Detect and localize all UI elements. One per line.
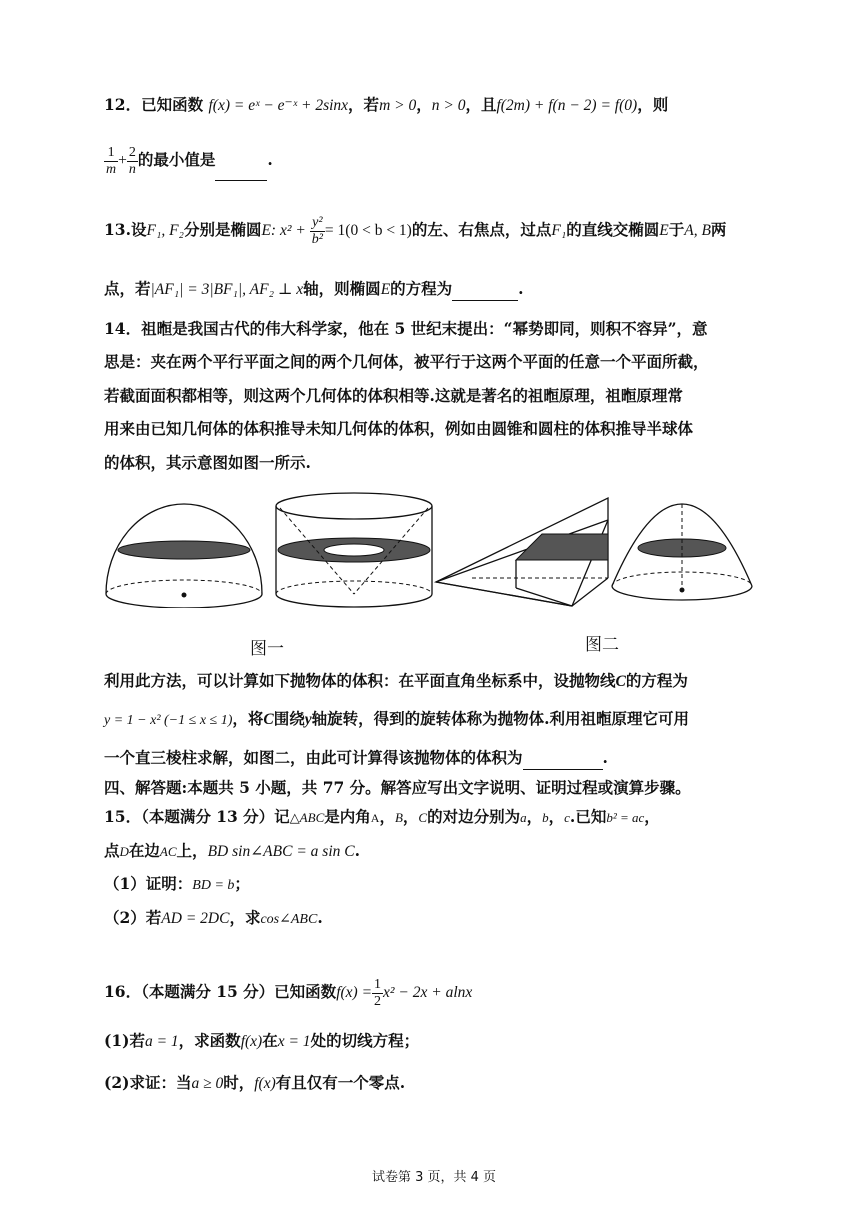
- q12-line2: $\frac{1}{m}$ + $\frac{2}{n}$ 的最小值是 .: [104, 140, 273, 181]
- figure-triangular-prism: [432, 494, 612, 612]
- q14-line6: 利用此方法，可以计算如下抛物体的体积：在平面直角坐标系中，设抛物线C的方程为: [104, 671, 688, 690]
- q14-line7: y = 1 − x² (−1 ≤ x ≤ 1)，将C围绕y轴旋转，得到的旋转体称为抛物体.利用祖暅原理它可用: [104, 709, 690, 728]
- q16-part2: (2)求证：当a ≥ 0时，f(x)有且仅有一个零点.: [104, 1073, 406, 1092]
- fraction-2-over-n: $\frac{2}{n}$: [128, 144, 136, 177]
- answer-blank[interactable]: [523, 747, 603, 770]
- fraction-y2-b2: $\frac{\text{y²}}{\text{b²}}$: [311, 214, 323, 247]
- q15-part1: （1）证明：BD = b；: [104, 874, 250, 893]
- q16-line1: 16．（本题满分 15 分）已知函数f(x) = $\frac{1}{2}$ x² − 2x + alnx: [104, 976, 473, 1009]
- figure-1-label: 图一: [250, 639, 284, 659]
- q14-line1: 14．祖暅是我国古代的伟大科学家，他在 5 世纪末提出：“幂势即同，则积不容异”，意: [104, 319, 708, 338]
- figure-2-label: 图二: [585, 635, 619, 655]
- q12-function: f(x) = eˣ − e⁻ˣ + 2sinx: [208, 97, 349, 114]
- figure-cylinder-cone: [274, 490, 434, 612]
- q13-line2: 点，若|AF₁| = 3|BF₁|, AF₂ ⊥ x轴，则椭圆E的方程为 .: [104, 278, 524, 301]
- figure-paraboloid: [610, 492, 754, 612]
- section-4-heading: 四、解答题:本题共 5 小题，共 77 分。解答应写出文字说明、证明过程或演算步骤。: [104, 778, 691, 797]
- fraction-1-over-2: $\frac{1}{2}$: [374, 976, 382, 1009]
- fraction-1-over-m: $\frac{1}{m}$: [106, 144, 117, 177]
- answer-blank[interactable]: [215, 140, 267, 181]
- figure-hemisphere: [104, 496, 264, 608]
- q14-line2: 思是：夹在两个平行平面之间的两个几何体，被平行于这两个平面的任意一个平面所截，: [104, 352, 709, 371]
- q13-line1: 13.设F₁, F₂分别是椭圆E: x² + $\frac{\text{y²}}{\text{b²}}$ = 1(0 < b < 1)的左、右焦点，过点F₁的直线交椭圆E于A, B两: [104, 214, 727, 247]
- q14-line3: 若截面面积都相等，则这两个几何体的体积相等.这就是著名的祖暅原理，祖暅原理常: [104, 386, 683, 405]
- q14-line4: 用来由已知几何体的体积推导未知几何体的体积，例如由圆锥和圆柱的体积推导半球体: [104, 419, 694, 438]
- q14-line8: 一个直三棱柱求解，如图二，由此可计算得该抛物体的体积为 .: [104, 747, 608, 770]
- page-footer: 试卷第 3 页，共 4 页: [371, 1170, 497, 1185]
- q16-part1: (1)若a = 1，求函数f(x)在x = 1处的切线方程；: [104, 1031, 420, 1050]
- q14-line5: 的体积，其示意图如图一所示.: [104, 453, 311, 472]
- answer-blank[interactable]: [452, 278, 518, 301]
- q15-line2: 点D在边AC上，BD sin∠ABC = a sin C.: [104, 841, 360, 860]
- q15-line1: 15．（本题满分 13 分）记△ABC是内角A，B，C的对边分别为a，b，c.已知b² = ac，: [104, 807, 660, 826]
- q12-line1: 12．已知函数 f(x) = eˣ − e⁻ˣ + 2sinx，若m > 0，n > 0，且f(2m) + f(n − 2) = f(0)，则: [104, 95, 669, 114]
- q15-part2: （2）若AD = 2DC，求cos∠ABC.: [104, 908, 323, 927]
